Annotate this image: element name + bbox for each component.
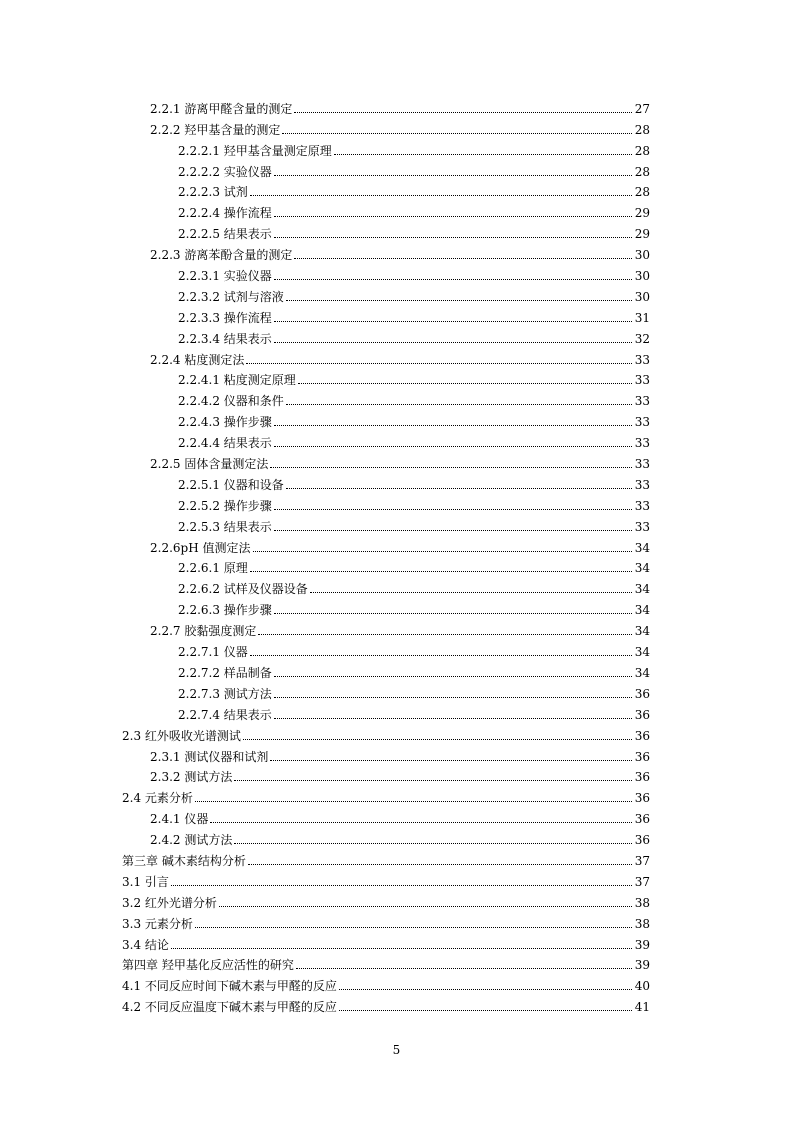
- table-of-contents: [0, 95, 793, 1014]
- toc-dot-leader: [210, 812, 631, 824]
- toc-entry[interactable]: [178, 680, 650, 701]
- toc-dot-leader: [274, 687, 632, 699]
- toc-dot-leader: [286, 290, 632, 302]
- toc-dot-leader: [270, 457, 631, 469]
- toc-entry[interactable]: [122, 931, 650, 952]
- toc-entry-page: 36: [634, 749, 650, 764]
- toc-dot-leader: [258, 624, 631, 636]
- toc-entry[interactable]: [178, 367, 650, 388]
- toc-dot-leader: [274, 603, 632, 615]
- toc-entry[interactable]: [178, 659, 650, 680]
- toc-entry-title: 2.2.2.4 操作流程: [178, 206, 272, 221]
- toc-dot-leader: [274, 311, 632, 323]
- toc-dot-leader: [274, 499, 632, 511]
- toc-entry[interactable]: [150, 450, 650, 471]
- toc-entry[interactable]: [150, 805, 650, 826]
- toc-entry-page: 30: [634, 248, 650, 263]
- toc-entry-page: 27: [634, 101, 650, 116]
- toc-entry-title: 2.2.2 羟甲基含量的测定: [150, 122, 281, 137]
- toc-entry[interactable]: [178, 701, 650, 722]
- toc-entry-page: 34: [634, 665, 650, 680]
- toc-entry[interactable]: [178, 262, 650, 283]
- toc-entry-page: 33: [634, 477, 650, 492]
- toc-entry-title: 2.4.2 测试方法: [150, 833, 233, 848]
- toc-dot-leader: [298, 373, 632, 385]
- toc-entry-title: 3.1 引言: [122, 874, 169, 889]
- toc-entry-title: 2.2.7.3 测试方法: [178, 686, 272, 701]
- toc-dot-leader: [339, 1000, 632, 1012]
- toc-entry-page: 34: [634, 645, 650, 660]
- toc-dot-leader: [195, 917, 632, 929]
- toc-dot-leader: [286, 478, 632, 490]
- toc-entry[interactable]: [150, 743, 650, 764]
- toc-entry-title: 2.2.5.1 仪器和设备: [178, 477, 284, 492]
- toc-entry-title: 2.2.2.1 羟甲基含量测定原理: [178, 143, 332, 158]
- toc-entry[interactable]: [150, 346, 650, 367]
- page-number: 5: [392, 1043, 401, 1057]
- toc-dot-leader: [274, 269, 632, 281]
- toc-dot-leader: [274, 666, 632, 678]
- toc-entry[interactable]: [178, 220, 650, 241]
- toc-entry-title: 2.2.7.1 仪器: [178, 645, 248, 660]
- toc-entry-page: 38: [634, 895, 650, 910]
- toc-entry-title: 2.2.4.3 操作步骤: [178, 415, 272, 430]
- toc-entry-title: 2.2.7.4 结果表示: [178, 707, 272, 722]
- toc-dot-leader: [339, 979, 632, 991]
- toc-entry-page: 32: [634, 331, 650, 346]
- toc-entry-title: 2.3.1 测试仪器和试剂: [150, 749, 269, 764]
- toc-entry-page: 30: [634, 289, 650, 304]
- toc-entry-page: 29: [634, 227, 650, 242]
- toc-entry[interactable]: [150, 534, 650, 555]
- toc-dot-leader: [171, 875, 632, 887]
- toc-entry[interactable]: [178, 429, 650, 450]
- toc-entry-page: 37: [634, 853, 650, 868]
- toc-entry-title: 2.2.5.2 操作步骤: [178, 498, 272, 513]
- toc-entry[interactable]: [150, 95, 650, 116]
- toc-entry-title: 2.2.5 固体含量测定法: [150, 457, 269, 472]
- toc-entry-page: 36: [634, 770, 650, 785]
- toc-entry-page: 34: [634, 561, 650, 576]
- toc-entry[interactable]: [122, 910, 650, 931]
- toc-dot-leader: [219, 896, 632, 908]
- toc-entry[interactable]: [122, 847, 650, 868]
- toc-entry-page: 28: [634, 164, 650, 179]
- toc-dot-leader: [171, 938, 632, 950]
- toc-dot-leader: [243, 729, 632, 741]
- toc-entry-title: 2.3 红外吸收光谱测试: [122, 728, 241, 743]
- toc-entry-page: 34: [634, 540, 650, 555]
- toc-dot-leader: [248, 854, 632, 866]
- toc-entry-page: 28: [634, 143, 650, 158]
- toc-entry[interactable]: [178, 283, 650, 304]
- toc-entry[interactable]: [178, 513, 650, 534]
- toc-entry[interactable]: [122, 784, 650, 805]
- toc-entry-title: 2.2.6.3 操作步骤: [178, 603, 272, 618]
- toc-entry-page: 33: [634, 519, 650, 534]
- toc-entry-title: 3.2 红外光谱分析: [122, 895, 217, 910]
- toc-entry[interactable]: [178, 638, 650, 659]
- toc-entry-title: 2.2.6.2 试样及仪器设备: [178, 582, 308, 597]
- toc-dot-leader: [274, 165, 632, 177]
- toc-entry-page: 33: [634, 394, 650, 409]
- toc-entry-title: 3.3 元素分析: [122, 916, 193, 931]
- toc-entry[interactable]: [178, 575, 650, 596]
- toc-entry-title: 4.1 不同反应时间下碱木素与甲醛的反应: [122, 979, 337, 994]
- toc-entry-title: 2.2.6pH 值测定法: [150, 540, 251, 555]
- toc-entry-title: 2.2.4 粘度测定法: [150, 352, 245, 367]
- toc-entry-page: 36: [634, 728, 650, 743]
- toc-entry-title: 2.4 元素分析: [122, 791, 193, 806]
- toc-entry-page: 33: [634, 352, 650, 367]
- toc-entry-page: 41: [634, 1000, 650, 1015]
- toc-entry[interactable]: [122, 972, 650, 993]
- toc-entry[interactable]: [178, 199, 650, 220]
- toc-entry-title: 3.4 结论: [122, 937, 169, 952]
- toc-entry-page: 34: [634, 624, 650, 639]
- toc-entry-page: 33: [634, 498, 650, 513]
- toc-entry[interactable]: [178, 325, 650, 346]
- toc-entry-page: 33: [634, 457, 650, 472]
- toc-entry-title: 2.2.4.4 结果表示: [178, 436, 272, 451]
- toc-entry-title: 2.2.3.1 实验仪器: [178, 269, 272, 284]
- toc-dot-leader: [250, 561, 632, 573]
- toc-entry[interactable]: [178, 555, 650, 576]
- toc-entry-page: 36: [634, 812, 650, 827]
- toc-dot-leader: [274, 415, 632, 427]
- toc-dot-leader: [250, 645, 632, 657]
- toc-entry[interactable]: [150, 764, 650, 785]
- toc-entry-title: 2.4.1 仪器: [150, 812, 209, 827]
- toc-entry-page: 28: [634, 185, 650, 200]
- toc-entry-title: 第三章 碱木素结构分析: [122, 853, 246, 868]
- toc-entry-page: 37: [634, 874, 650, 889]
- toc-entry-title: 2.2.7.2 样品制备: [178, 665, 272, 680]
- toc-entry-title: 2.2.5.3 结果表示: [178, 519, 272, 534]
- toc-entry[interactable]: [122, 868, 650, 889]
- toc-entry-page: 31: [634, 310, 650, 325]
- toc-entry[interactable]: [122, 952, 650, 973]
- toc-dot-leader: [274, 708, 632, 720]
- toc-entry-title: 2.2.3.2 试剂与溶液: [178, 289, 284, 304]
- toc-dot-leader: [234, 770, 631, 782]
- toc-entry-page: 33: [634, 373, 650, 388]
- toc-dot-leader: [253, 541, 632, 553]
- toc-entry[interactable]: [178, 492, 650, 513]
- toc-entry-page: 36: [634, 686, 650, 701]
- toc-entry-page: 33: [634, 415, 650, 430]
- toc-dot-leader: [195, 791, 632, 803]
- toc-dot-leader: [274, 227, 632, 239]
- toc-entry[interactable]: [122, 889, 650, 910]
- toc-entry-page: 33: [634, 436, 650, 451]
- toc-entry-page: 34: [634, 582, 650, 597]
- toc-entry-title: 2.2.2.3 试剂: [178, 185, 248, 200]
- toc-dot-leader: [296, 958, 632, 970]
- toc-dot-leader: [246, 353, 631, 365]
- toc-entry-title: 2.2.3 游离苯酚含量的测定: [150, 248, 293, 263]
- toc-entry[interactable]: [178, 596, 650, 617]
- toc-entry[interactable]: [150, 116, 650, 137]
- toc-entry-title: 2.2.2.2 实验仪器: [178, 164, 272, 179]
- toc-entry[interactable]: [178, 179, 650, 200]
- toc-entry-page: 36: [634, 707, 650, 722]
- toc-entry-title: 2.2.1 游离甲醛含量的测定: [150, 101, 293, 116]
- toc-dot-leader: [274, 520, 632, 532]
- toc-entry[interactable]: [178, 304, 650, 325]
- toc-dot-leader: [286, 394, 632, 406]
- toc-entry-title: 2.2.4.2 仪器和条件: [178, 394, 284, 409]
- toc-entry-page: 29: [634, 206, 650, 221]
- toc-entry[interactable]: [150, 241, 650, 262]
- toc-dot-leader: [270, 750, 631, 762]
- toc-dot-leader: [310, 582, 632, 594]
- toc-entry-title: 4.2 不同反应温度下碱木素与甲醛的反应: [122, 1000, 337, 1015]
- toc-entry[interactable]: [178, 137, 650, 158]
- toc-entry-title: 2.2.3.4 结果表示: [178, 331, 272, 346]
- toc-entry-title: 2.2.6.1 原理: [178, 561, 248, 576]
- toc-entry-title: 2.2.7 胶黏强度测定: [150, 624, 257, 639]
- toc-dot-leader: [282, 123, 631, 135]
- toc-entry-page: 38: [634, 916, 650, 931]
- toc-entry-page: 34: [634, 603, 650, 618]
- toc-entry[interactable]: [122, 722, 650, 743]
- toc-dot-leader: [294, 248, 631, 260]
- toc-entry-page: 36: [634, 833, 650, 848]
- toc-dot-leader: [234, 833, 631, 845]
- toc-entry-page: 30: [634, 269, 650, 284]
- toc-entry-page: 39: [634, 958, 650, 973]
- toc-entry-title: 第四章 羟甲基化反应活性的研究: [122, 958, 294, 973]
- toc-dot-leader: [274, 332, 632, 344]
- toc-entry-page: 40: [634, 979, 650, 994]
- toc-entry-title: 2.3.2 测试方法: [150, 770, 233, 785]
- toc-entry[interactable]: [150, 826, 650, 847]
- toc-entry[interactable]: [178, 158, 650, 179]
- toc-dot-leader: [250, 185, 632, 197]
- toc-entry[interactable]: [178, 408, 650, 429]
- toc-dot-leader: [274, 206, 632, 218]
- toc-dot-leader: [334, 144, 632, 156]
- toc-entry-page: 36: [634, 791, 650, 806]
- toc-entry-page: 39: [634, 937, 650, 952]
- toc-entry[interactable]: [178, 387, 650, 408]
- toc-entry-page: 28: [634, 122, 650, 137]
- toc-entry-title: 2.2.2.5 结果表示: [178, 227, 272, 242]
- toc-entry[interactable]: [122, 993, 650, 1014]
- toc-dot-leader: [294, 102, 631, 114]
- toc-entry-title: 2.2.3.3 操作流程: [178, 310, 272, 325]
- toc-dot-leader: [274, 436, 632, 448]
- toc-entry[interactable]: [150, 617, 650, 638]
- toc-entry-title: 2.2.4.1 粘度测定原理: [178, 373, 296, 388]
- toc-entry[interactable]: [178, 471, 650, 492]
